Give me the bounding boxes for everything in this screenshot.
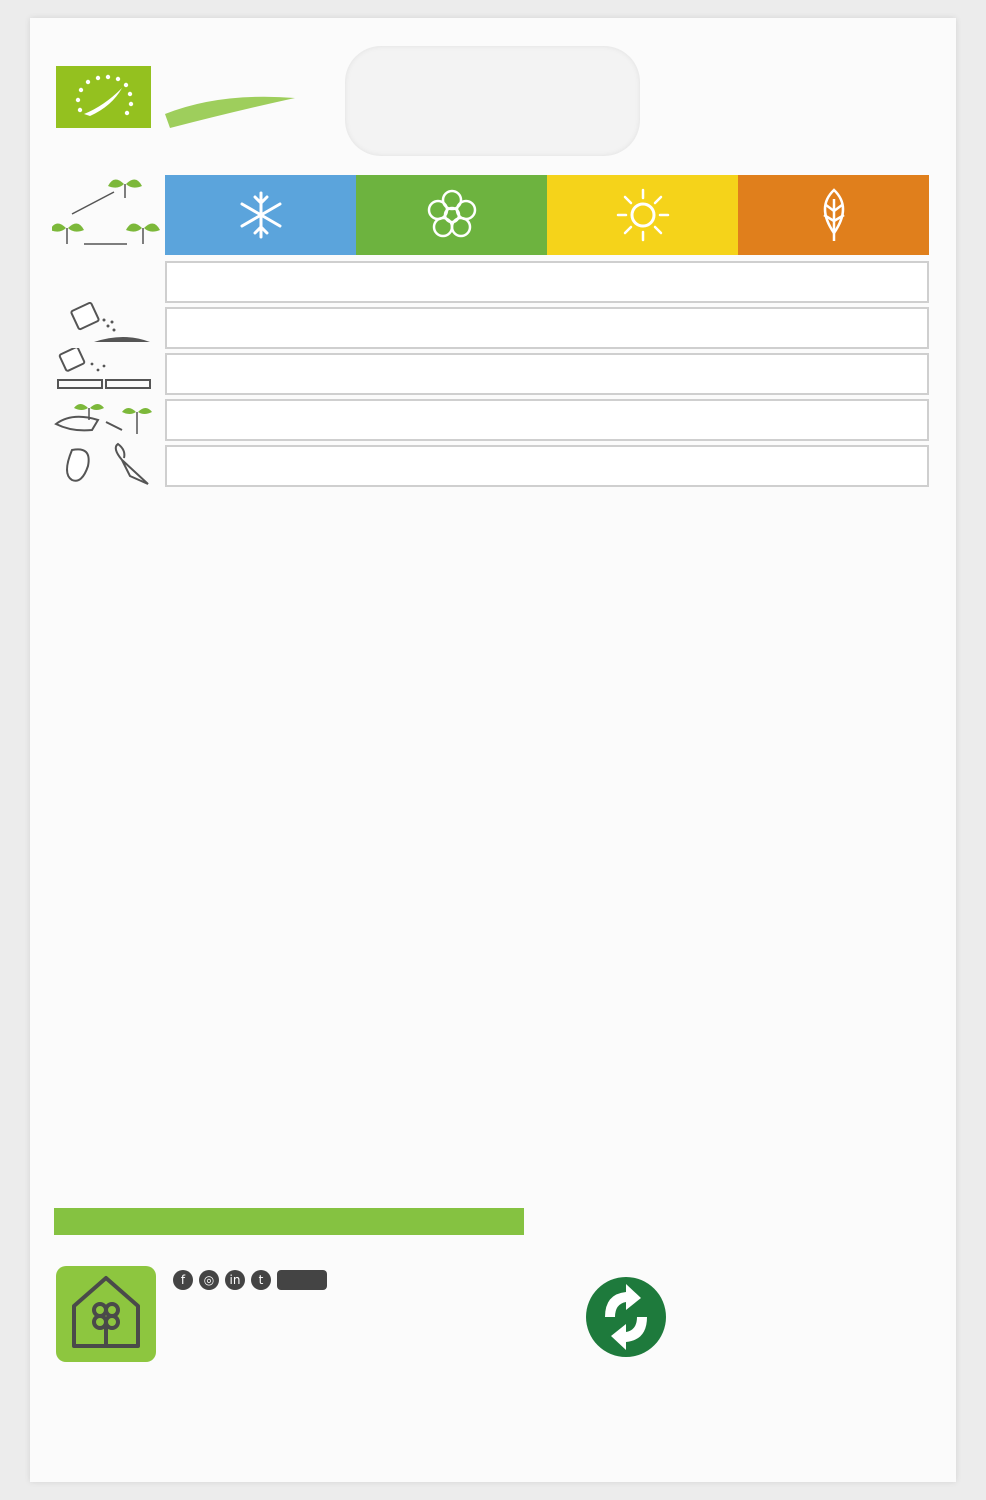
flower-icon [425, 188, 479, 242]
seedbed-icon [52, 348, 157, 392]
calendar-row-transplanting [165, 399, 929, 441]
calendar-row-sow-in-seedbed [165, 353, 929, 395]
season-spring [356, 175, 547, 255]
snowflake-icon [236, 190, 286, 240]
green-dot-recycling-icon [585, 1276, 667, 1358]
spacing-icon [52, 172, 162, 257]
instagram-icon[interactable]: ◎ [199, 1270, 219, 1290]
harvest-icon [52, 440, 157, 484]
facebook-icon[interactable]: f [173, 1270, 193, 1290]
social-icons [173, 1270, 327, 1290]
youtube-icon[interactable] [277, 1270, 327, 1290]
sun-icon [615, 187, 671, 243]
linkedin-icon[interactable]: in [225, 1270, 245, 1290]
twitter-icon[interactable]: t [251, 1270, 271, 1290]
eu-organic-logo [56, 66, 151, 128]
calendar-row-direct-seeding [165, 307, 929, 349]
transplanting-icon [52, 394, 157, 438]
leaf-outline-icon [812, 187, 856, 243]
season-summer [547, 175, 738, 255]
direct-seeding-icon [52, 302, 157, 346]
hanger-notch [345, 46, 640, 156]
minigarden-logo [56, 1266, 156, 1362]
season-winter [165, 175, 356, 255]
storage-note [54, 1208, 524, 1235]
calendar-row-harvest [165, 445, 929, 487]
barcode [685, 1274, 930, 1346]
season-autumn [738, 175, 929, 255]
brush-stroke-decoration [160, 84, 300, 134]
month-header-row [165, 261, 929, 303]
